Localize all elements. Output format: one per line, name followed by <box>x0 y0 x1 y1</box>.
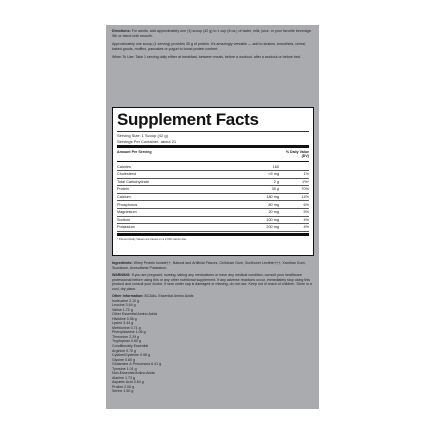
divider-mid <box>117 161 309 162</box>
nutrient-daily-value: 5% <box>303 210 309 215</box>
nutrient-daily-value: 1%* <box>302 179 309 184</box>
divider-thick <box>117 145 309 148</box>
directions-text-3: When To Use: Take 1 serving daily either at breakfast, between meals, before a workout, after a workout or before bed. <box>112 55 301 60</box>
facts-row <box>117 163 309 171</box>
ingredients-label: Ingredients: <box>112 261 133 265</box>
directions-text-2: Approximately one scoop (1 serving) provides 35 g of protein. It's amazingly versatile — add to shakes, smoothies, cereal, baked goods, muffins, pancakes or yogurt to boost protein content. <box>112 42 307 51</box>
nutrient-daily-value: 1% <box>303 172 309 177</box>
nutrient-daily-value: 6% <box>303 202 309 207</box>
amino-acid-item: Glycine 0.60 g <box>112 357 135 362</box>
nutrient-amount: 100 mg <box>266 217 279 222</box>
warning-label: WARNING: <box>112 273 131 277</box>
header-amount: Amount Per Serving <box>117 150 152 154</box>
servings-per-container: Servings Per Container: about 21 <box>117 138 177 144</box>
amino-acid-item: Non-Essential Amino Acids <box>112 371 155 376</box>
nutrient-name: Cholesterol <box>117 172 137 177</box>
ingredients-block <box>112 261 314 270</box>
amino-acid-item: Leucine 3.64 g <box>112 303 136 308</box>
facts-row <box>117 209 309 217</box>
nutrient-amount: 2 g <box>273 179 279 184</box>
amino-acid-list <box>112 299 314 394</box>
ingredients-text: Whey Protein Isolate††, Natural and Artificial Flavors, Cellulose Gum, Sunflower Lecithin†††, Xanthan Gum, Sucralose, Acesulfame Potassium. <box>112 261 306 270</box>
nutrient-name: Calories <box>117 164 131 169</box>
warning-text: If you are pregnant, nursing, taking any medications or have any medical condition, consult your healthcare professional before using this or any other nutritional supplement. If any adverse reactions occur, immediately stop using this product and consult your doctor. If seal under cap is damaged or missing, do not use. Keep out of reach of children. Store in a cool, dry place. <box>112 273 312 291</box>
other-info-label: Other Information: <box>112 294 144 298</box>
facts-row <box>117 201 309 209</box>
facts-row <box>117 171 309 179</box>
directions-label: Directions: <box>112 29 131 33</box>
facts-row <box>117 194 309 202</box>
amino-acid-item: Glutamine & Precursors 6.41 g <box>112 362 162 367</box>
facts-row <box>117 217 309 225</box>
nutrient-name: Calcium <box>117 195 131 200</box>
lower-info-section <box>112 261 314 394</box>
amino-acid-item: Arginine 0.70 g <box>112 348 137 353</box>
nutrient-daily-value: 4% <box>303 225 309 230</box>
warning-block <box>112 273 314 291</box>
amino-acid-item: Alanine 1.73 g <box>112 375 135 380</box>
divider <box>117 131 309 132</box>
amino-acid-item: Isoleucine 2.10 g <box>112 298 140 303</box>
directions-section <box>112 29 314 64</box>
nutrient-name: Magnesium <box>117 210 137 215</box>
amino-acid-item: Cystine/Cysteine 0.98 g <box>112 353 150 358</box>
amino-acid-item: Histidine 0.56 g <box>112 316 137 321</box>
facts-row <box>117 186 309 194</box>
nutrient-name: Potassium <box>117 225 135 230</box>
product-label-panel <box>106 25 319 409</box>
facts-row <box>117 224 309 232</box>
divider-thick-bottom <box>117 233 309 236</box>
amino-acid-item: Other Essential Amino Acids <box>112 312 158 317</box>
serving-size: Serving Size: 1 Scoop (42 g) <box>117 133 168 138</box>
directions-paragraph-1 <box>112 29 314 38</box>
amino-acid-item: Tyrosine 1.01 g <box>112 366 137 371</box>
amino-acid-item: Threonine 2.29 g <box>112 334 140 339</box>
facts-table-body <box>117 163 309 231</box>
nutrient-amount: 160 <box>272 164 279 169</box>
nutrient-amount: 35 g <box>271 187 279 192</box>
supplement-facts-panel <box>112 107 314 256</box>
header-daily-value: % Daily Value (DV) <box>285 150 309 159</box>
amino-acid-item: Methionine 0.71 g <box>112 325 141 330</box>
amino-acid-item: Phenylalanine 1.06 g <box>112 330 146 335</box>
nutrient-name: Protein <box>117 187 130 192</box>
nutrient-amount: 80 mg <box>268 202 279 207</box>
nutrient-daily-value: 4% <box>303 217 309 222</box>
amino-acid-item: Valine 1.72 g <box>112 307 133 312</box>
nutrient-amount: 200 mg <box>266 225 279 230</box>
other-info-text: BCAAs- Essential Amino Acids <box>144 294 194 298</box>
amino-acid-item: Lysine 3.44 g <box>112 321 134 326</box>
nutrient-amount: <5 mg <box>268 172 279 177</box>
nutrient-amount: 180 mg <box>266 195 279 200</box>
amino-acid-item: Tryptophan 0.60 g <box>112 339 142 344</box>
facts-table-header <box>117 149 309 160</box>
directions-text-1: For adults, add approximately one (1) scoop (42 g) to 1 cup (8 oz.) of water, milk, juice, or your favorite beverage. Stir or blend until smooth. <box>112 29 312 38</box>
nutrient-name: Total Carbohydrate <box>117 179 150 184</box>
nutrient-name: Sodium <box>117 217 130 222</box>
facts-footnote: * Percent Daily Values are based on a 2,000 calorie diet. <box>117 236 187 241</box>
facts-row <box>117 179 309 187</box>
nutrient-daily-value: 70% <box>301 187 309 192</box>
amino-acid-item: Serine 1.50 g <box>112 389 134 394</box>
amino-acid-item: Aspartic Acid 3.64 g <box>112 380 144 385</box>
nutrient-amount: 20 mg <box>268 210 279 215</box>
amino-acid-item: Proline 2.06 g <box>112 384 135 389</box>
nutrient-daily-value: 14% <box>301 195 309 200</box>
supplement-facts-title: Supplement Facts <box>117 110 259 129</box>
amino-acid-item: Conditionally Essential <box>112 343 149 348</box>
nutrient-name: Phosphorus <box>117 202 138 207</box>
